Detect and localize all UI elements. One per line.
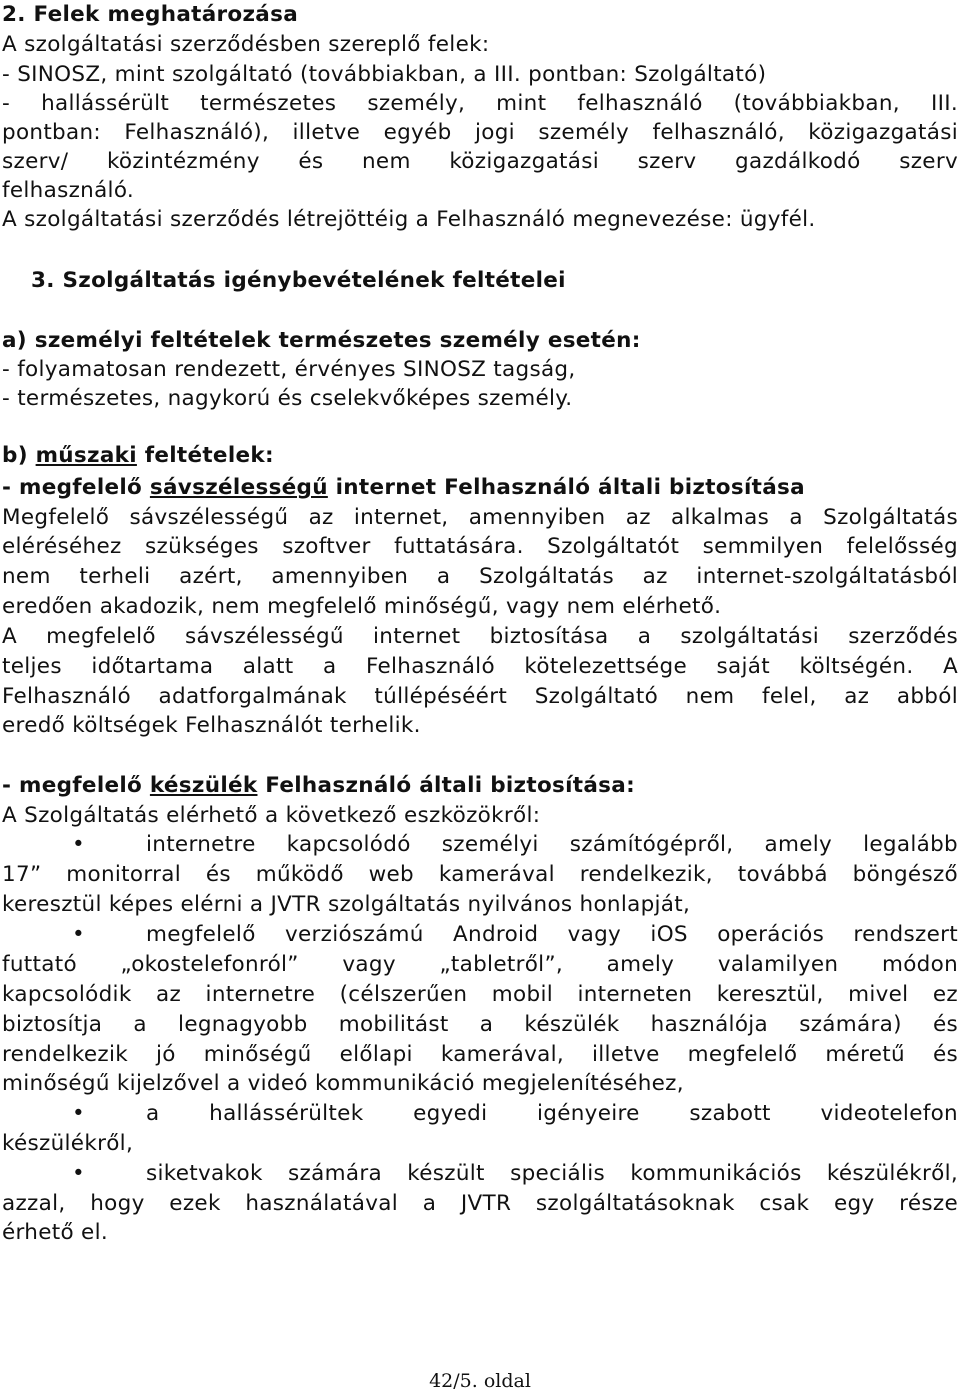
bullet-glyph: • <box>72 1161 85 1186</box>
bullet-first-line: siketvakok számára készült speciális kommunikációs készülékről, <box>146 1161 958 1186</box>
personal-condition-item: - folyamatosan rendezett, érvényes SINOSZ tagság, <box>2 357 576 382</box>
bullet-continuation-line: azzal, hogy ezek használatával a JVTR szolgáltatásoknak csak egy része <box>2 1191 958 1216</box>
internet-heading-prefix: - megfelelő <box>2 475 150 500</box>
section-2-line: szerv/ közintézmény és nem közigazgatási szerv gazdálkodó szerv <box>2 149 958 174</box>
internet-paragraph-line: Felhasználó adatforgalmának túllépéséért Szolgáltató nem felel, az abból <box>2 684 958 709</box>
technical-heading-prefix: b) <box>2 443 36 468</box>
bullet-continuation-line: kapcsolódik az internetre (célszerűen mobil interneten keresztül, mivel ez <box>2 982 958 1007</box>
internet-paragraph-line: Megfelelő sávszélességű az internet, amennyiben az alkalmas a Szolgáltatás <box>2 505 958 530</box>
internet-paragraph-line: eredően akadozik, nem megfelelő minőségű, vagy nem elérhető. <box>2 594 722 619</box>
section-2-line: felhasználó. <box>2 178 135 203</box>
internet-heading-underlined: sávszélességű <box>149 475 328 500</box>
bullet-continuation-line: 17” monitorral és működő web kamerával rendelkezik, továbbá böngésző <box>2 862 958 887</box>
internet-requirement-heading <box>2 473 958 503</box>
bullet-continuation-line: rendelkezik jó minőségű előlapi kamerával, illetve megfelelő méretű és <box>2 1042 958 1067</box>
internet-paragraph-line: eléréséhez szükséges szoftver futtatására. Szolgáltatót semmilyen felelősség <box>2 534 958 559</box>
internet-heading-suffix: internet Felhasználó általi biztosítása <box>327 475 805 500</box>
technical-conditions-heading <box>2 441 958 471</box>
device-heading-underlined: készülék <box>149 773 258 798</box>
bullet-continuation-line: minőségű kijelzővel a videó kommunikáció megjelenítéséhez, <box>2 1071 684 1096</box>
section-2-line: - SINOSZ, mint szolgáltató (továbbiakban, a III. pontban: Szolgáltató) <box>2 62 767 87</box>
section-2-line: A szolgáltatási szerződés létrejöttéig a Felhasználó megnevezése: ügyfél. <box>2 207 816 232</box>
section-3-heading: 3. Szolgáltatás igénybevételének feltételei <box>31 268 566 293</box>
bullet-first-line: internetre kapcsolódó személyi számítógépről, amely legalább <box>146 832 958 857</box>
section-2-line: A szolgáltatási szerződésben szereplő felek: <box>2 32 490 57</box>
device-heading-suffix: Felhasználó általi biztosítása: <box>257 773 635 798</box>
bullet-continuation-line: érhető el. <box>2 1220 108 1245</box>
section-2-line: pontban: Felhasználó), illetve egyéb jogi személy felhasználó, közigazgatási <box>2 120 958 145</box>
section-2-line: - hallássérült természetes személy, mint felhasználó (továbbiakban, III. <box>2 91 958 116</box>
bullet-continuation-line: futtató „okostelefonról” vagy „tabletről”, amely valamilyen módon <box>2 952 958 977</box>
bullet-continuation-line: készülékről, <box>2 1131 134 1156</box>
internet-paragraph-line: A megfelelő sávszélességű internet biztosítása a szolgáltatási szerződés <box>2 624 958 649</box>
bullet-glyph: • <box>72 1101 85 1126</box>
bullet-first-line: megfelelő verziószámú Android vagy iOS operációs rendszert <box>146 922 958 947</box>
device-intro: A Szolgáltatás elérhető a következő eszközökről: <box>2 803 541 828</box>
technical-heading-suffix: feltételek: <box>136 443 274 468</box>
bullet-first-line: a hallássérültek egyedi igényeire szabott videotelefon <box>146 1101 958 1126</box>
internet-paragraph-line: teljes időtartama alatt a Felhasználó kötelezettsége saját költségén. A <box>2 654 958 679</box>
section-2-heading: 2. Felek meghatározása <box>2 2 299 27</box>
bullet-glyph: • <box>72 832 85 857</box>
personal-condition-item: - természetes, nagykorú és cselekvőképes személy. <box>2 386 573 411</box>
technical-heading-underlined: műszaki <box>35 443 137 468</box>
bullet-continuation-line: biztosítja a legnagyobb mobilitást a készülék használója számára) és <box>2 1012 958 1037</box>
page-number: 42/5. oldal <box>429 1370 531 1392</box>
internet-paragraph-line: eredő költségek Felhasználót terhelik. <box>2 713 421 738</box>
bullet-glyph: • <box>72 922 85 947</box>
bullet-continuation-line: keresztül képes elérni a JVTR szolgáltatás nyilvános honlapját, <box>2 892 691 917</box>
device-heading-prefix: - megfelelő <box>2 773 150 798</box>
internet-paragraph-line: nem terheli azért, amennyiben a Szolgáltatás az internet-szolgáltatásból <box>2 564 958 589</box>
device-requirement-heading <box>2 771 958 801</box>
personal-conditions-heading: a) személyi feltételek természetes személy esetén: <box>2 328 641 353</box>
